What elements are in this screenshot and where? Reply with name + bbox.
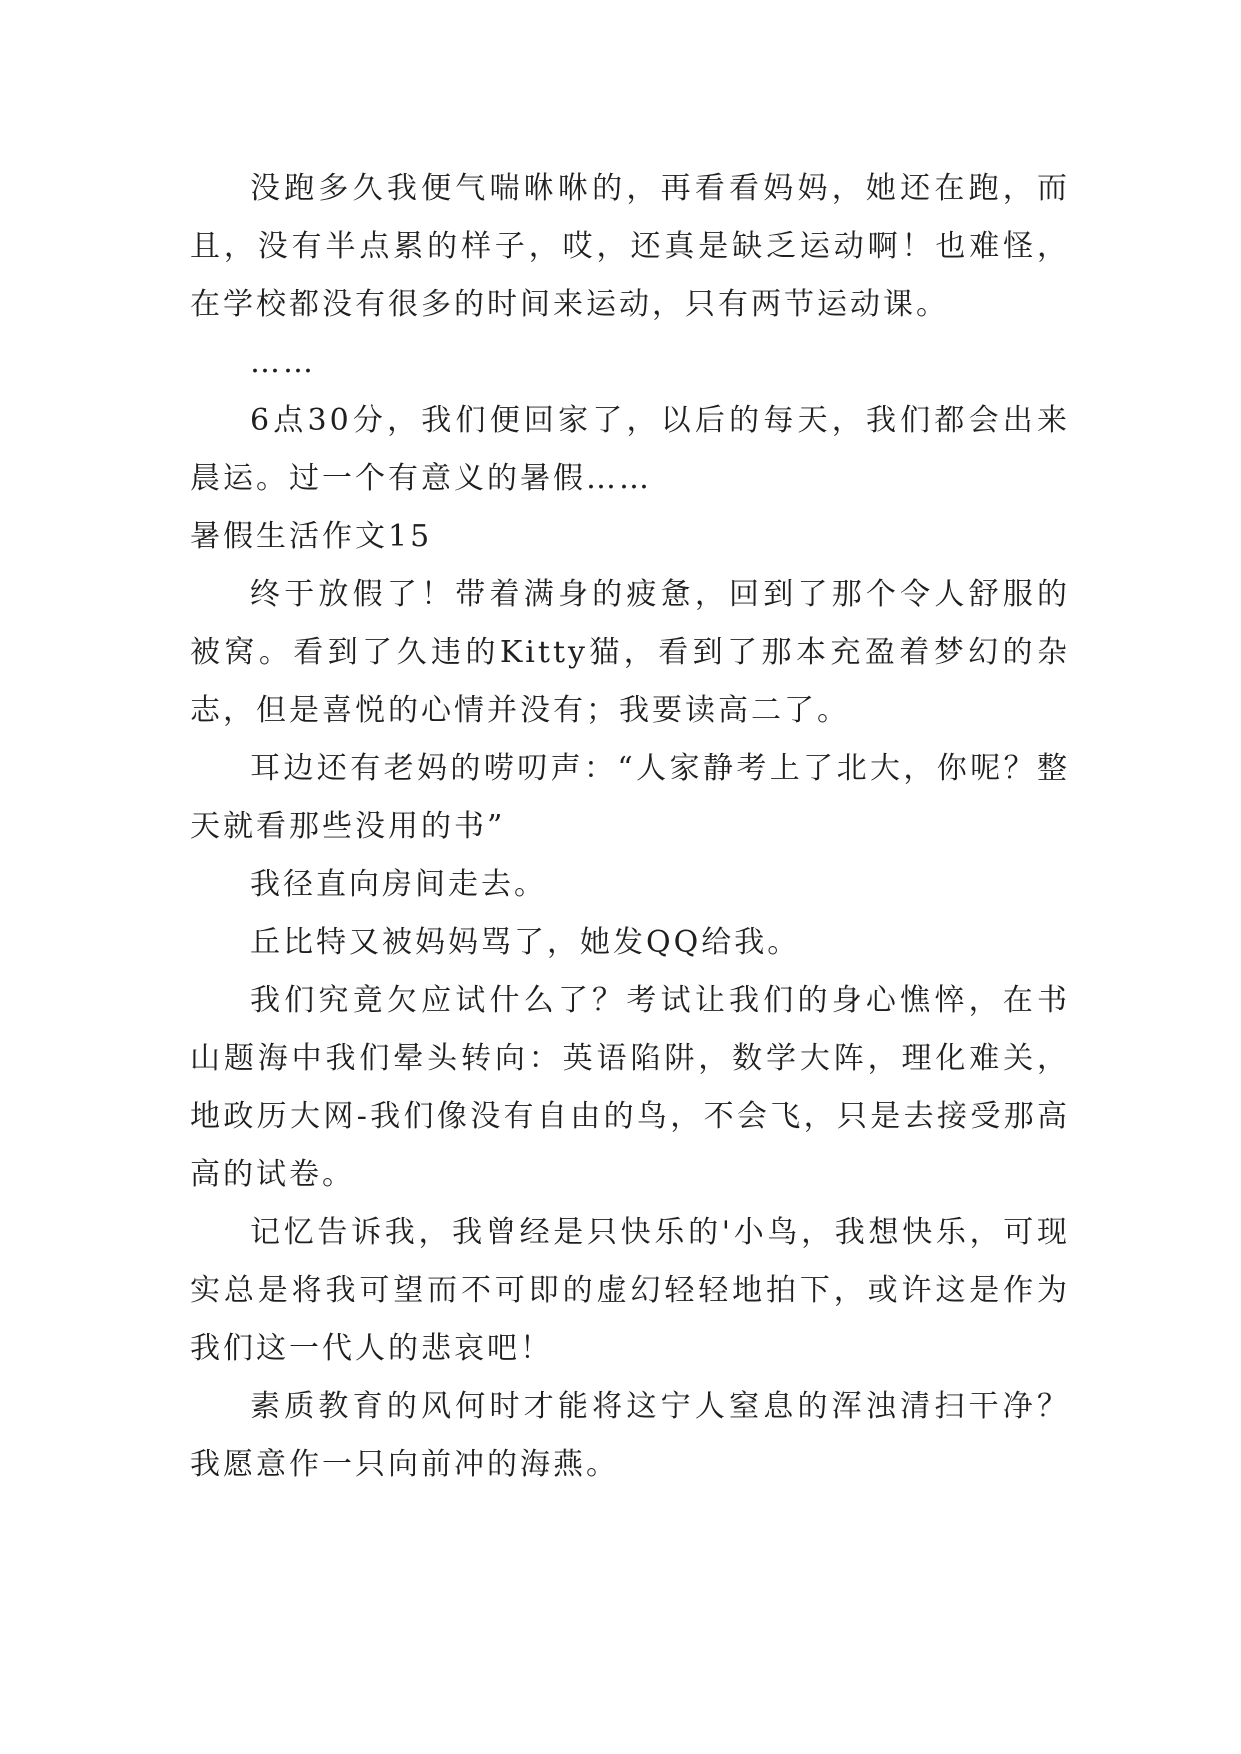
paragraph: 我们究竟欠应试什么了？考试让我们的身心憔悴，在书山题海中我们晕头转向：英语陷阱，数学大阵，理化难关，地政历大网-我们像没有自由的鸟，不会飞，只是去接受那高高的试卷。 [190,983,1070,1192]
paragraph: …… [250,345,316,380]
paragraph: 素质教育的风何时才能将这宁人窒息的浑浊清扫干净？我愿意作一只向前冲的海燕。 [190,1389,1070,1482]
paragraph: 丘比特又被妈妈骂了，她发QQ给我。 [250,925,801,960]
paragraph: 耳边还有老妈的唠叨声：“人家静考上了北大，你呢？整天就看那些没用的书” [190,751,1070,844]
document-body [190,160,1070,1494]
paragraph: 没跑多久我便气喘咻咻的，再看看妈妈，她还在跑，而且，没有半点累的样子，哎，还真是缺乏运动啊！也难怪，在学校都没有很多的时间来运动，只有两节运动课。 [190,171,1070,322]
paragraph: 记忆告诉我，我曾经是只快乐的'小鸟，我想快乐，可现实总是将我可望而不可即的虚幻轻轻地拍下，或许这是作为我们这一代人的悲哀吧！ [190,1215,1070,1366]
paragraph: 我径直向房间走去。 [250,867,547,902]
paragraph: 终于放假了！带着满身的疲惫，回到了那个令人舒服的被窝。看到了久违的Kitty猫，看到了那本充盈着梦幻的杂志，但是喜悦的心情并没有；我要读高二了。 [190,577,1070,728]
paragraph: 6点30分，我们便回家了，以后的每天，我们都会出来晨运。过一个有意义的暑假…… [190,403,1070,496]
section-heading: 暑假生活作文15 [190,519,433,554]
